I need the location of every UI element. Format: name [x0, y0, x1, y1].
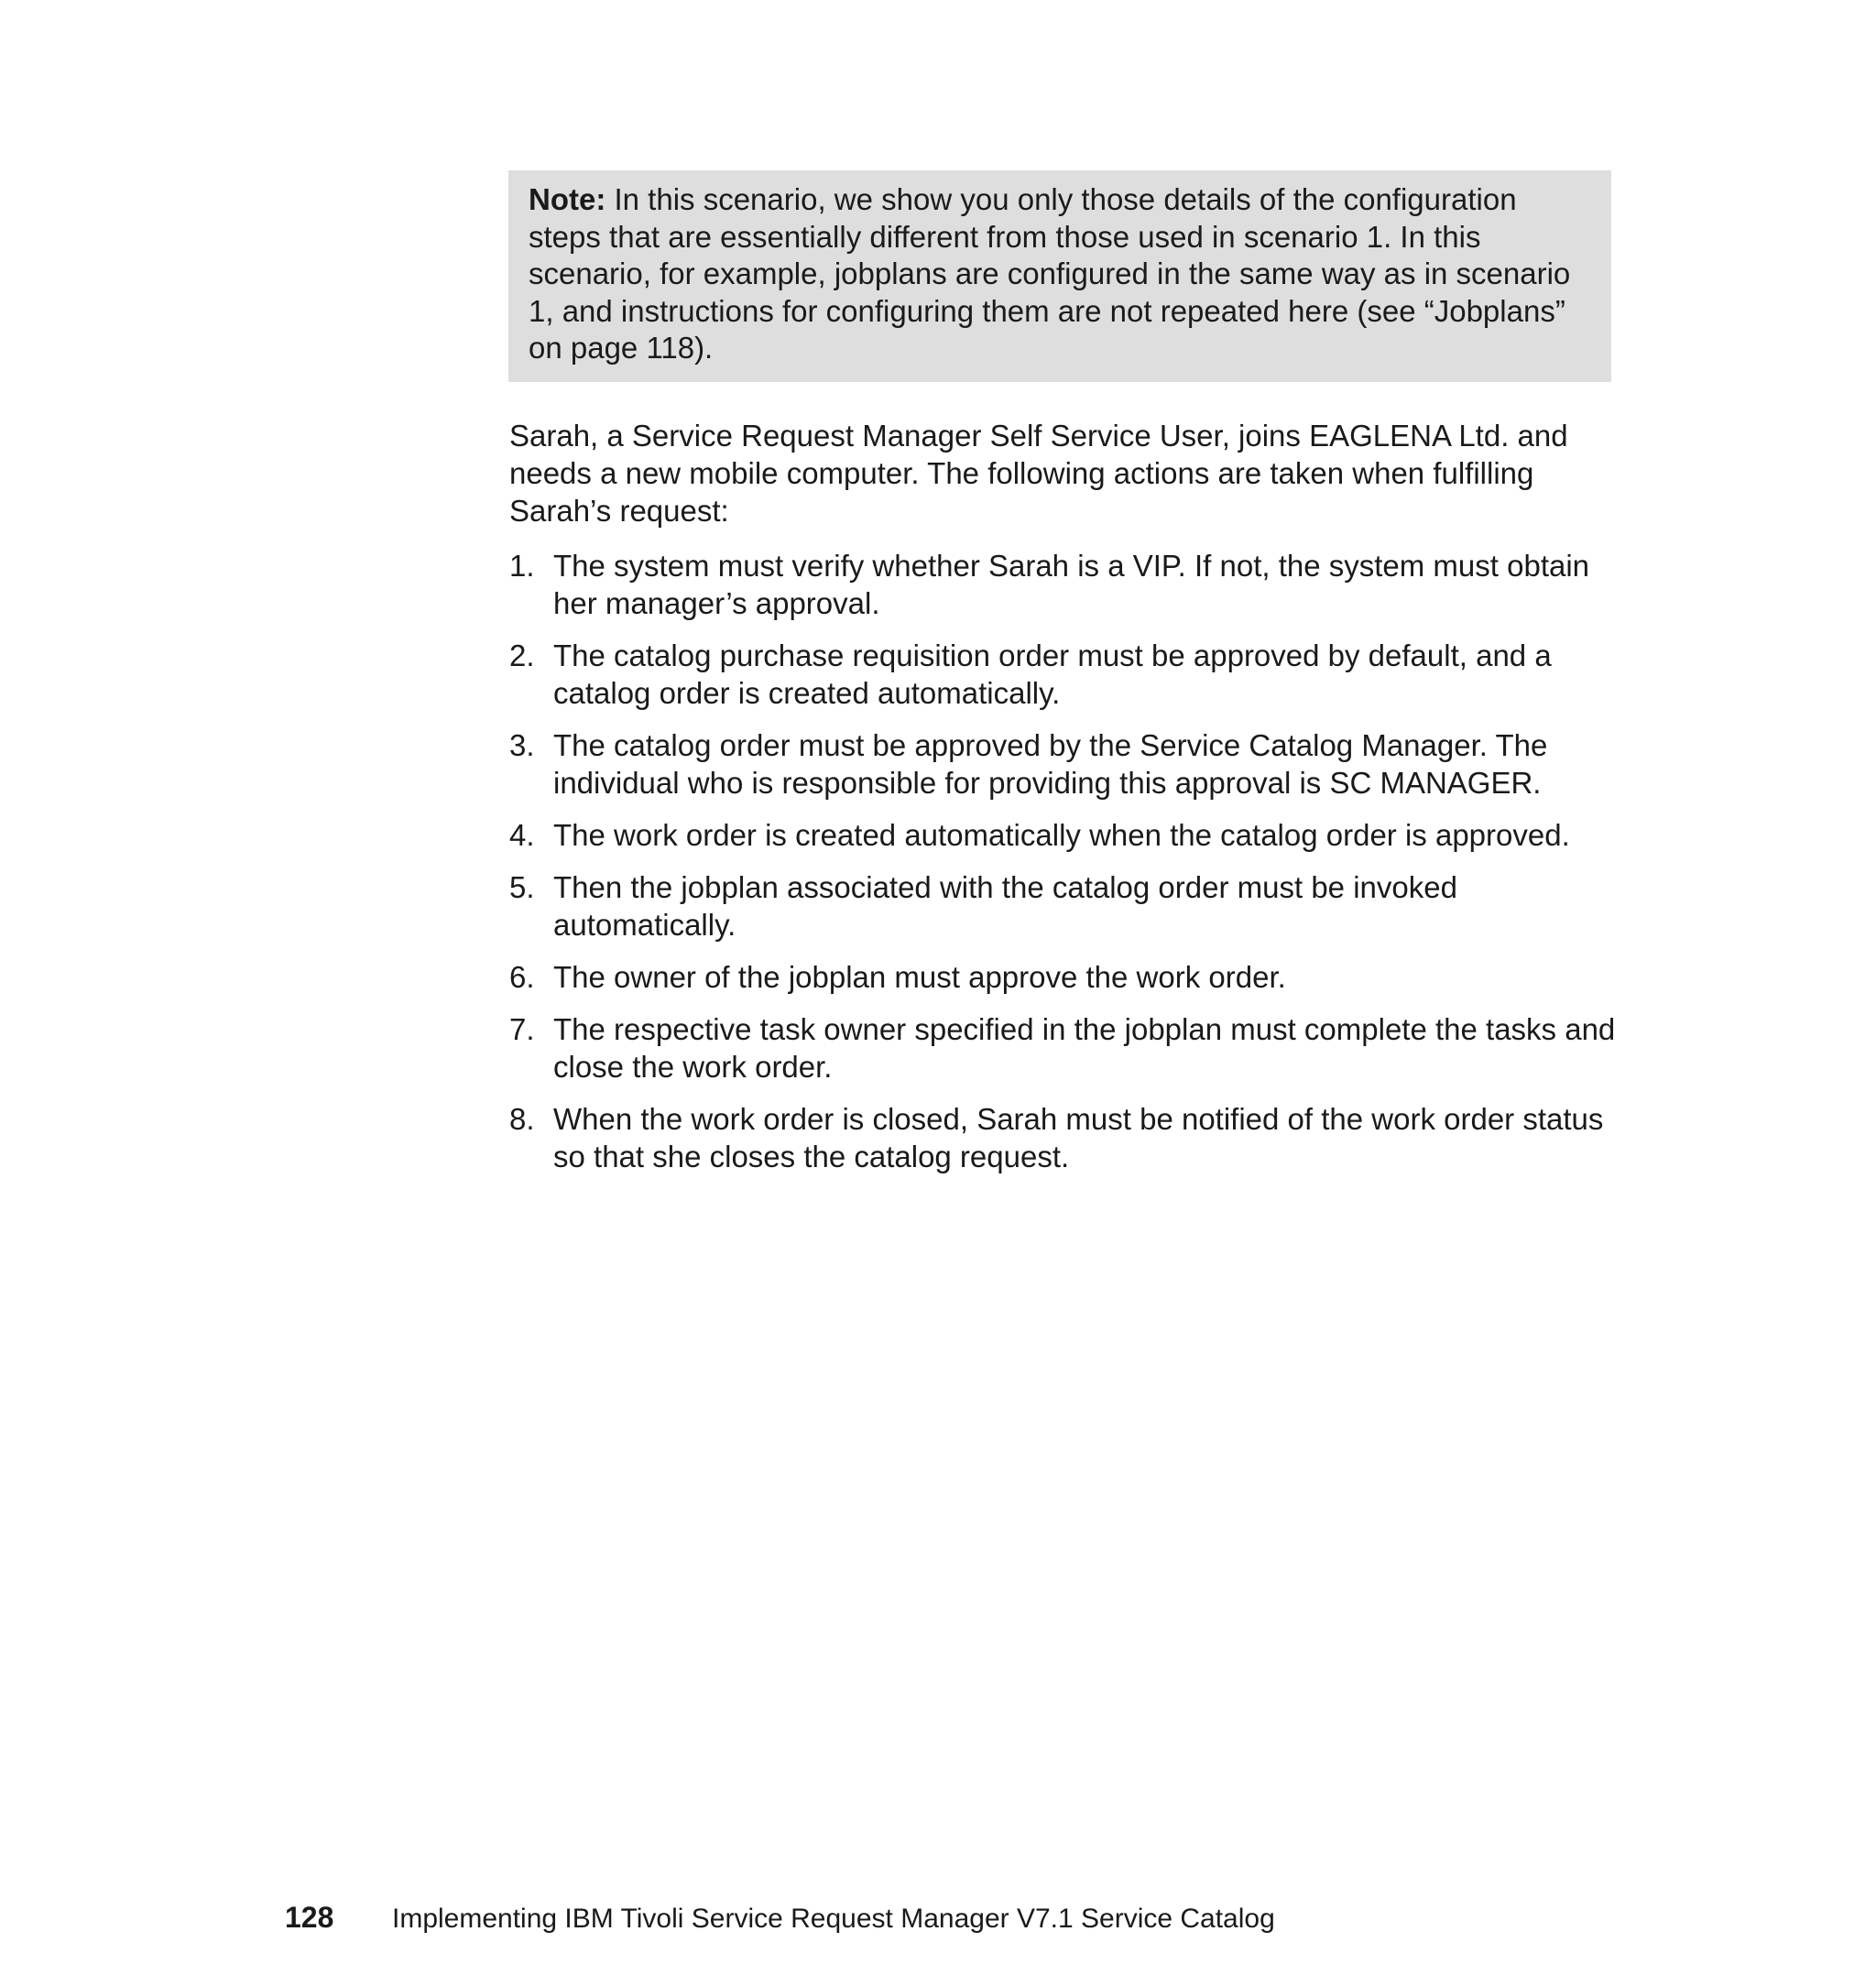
list-item [509, 1010, 1618, 1086]
list-item-text: The system must verify whether Sarah is a VIP. If not, the system must obtain her manager’s approval. [553, 549, 1590, 620]
note-text: In this scenario, we show you only those details of the configuration steps that are essentially different from those used in scenario 1. In this scenario, for example, jobplans are configured in the same way as in scenario 1, and instructions for configuring them are not repeated here (see “Jobplans” on page 118). [529, 182, 1571, 365]
list-item-text: The catalog order must be approved by the Service Catalog Manager. The individual who is responsible for providing this approval is SC MANAGER. [553, 728, 1548, 800]
list-item [509, 726, 1618, 802]
list-item-text: Then the jobplan associated with the catalog order must be invoked automatically. [553, 870, 1457, 942]
list-item-text: When the work order is closed, Sarah must be notified of the work order status so that she closes the catalog request. [553, 1102, 1604, 1173]
list-item-number: 3. [509, 728, 535, 762]
list-item [509, 868, 1618, 944]
list-item-number: 6. [509, 960, 535, 994]
intro-paragraph: Sarah, a Service Request Manager Self Service User, joins EAGLENA Ltd. and needs a new mobile computer. The following actions are taken when fulfilling Sarah’s request: [509, 419, 1568, 528]
list-item-number: 1. [509, 549, 535, 583]
list-item-text: The owner of the jobplan must approve the work order. [553, 960, 1286, 994]
list-item [509, 1100, 1618, 1175]
list-item [509, 547, 1618, 622]
book-title: Implementing IBM Tivoli Service Request Manager V7.1 Service Catalog [392, 1904, 1275, 1934]
list-item-number: 4. [509, 818, 535, 852]
page-footer [285, 1899, 1275, 1937]
list-item [509, 637, 1618, 712]
list-item-text: The respective task owner specified in the jobplan must complete the tasks and close the work order. [553, 1012, 1616, 1084]
list-item-number: 2. [509, 638, 535, 672]
list-item-number: 8. [509, 1102, 535, 1136]
list-item-number: 7. [509, 1012, 535, 1046]
list-item-text: The work order is created automatically when the catalog order is approved. [553, 818, 1570, 852]
list-item [509, 958, 1618, 996]
list-item [509, 816, 1618, 854]
list-item-text: The catalog purchase requisition order must be approved by default, and a catalog order is created automatically. [553, 638, 1552, 710]
page-number: 128 [285, 1901, 334, 1934]
note-label: Note: [529, 182, 606, 216]
list-item-number: 5. [509, 870, 535, 904]
note-box [508, 170, 1611, 382]
steps-list [509, 547, 1618, 1190]
